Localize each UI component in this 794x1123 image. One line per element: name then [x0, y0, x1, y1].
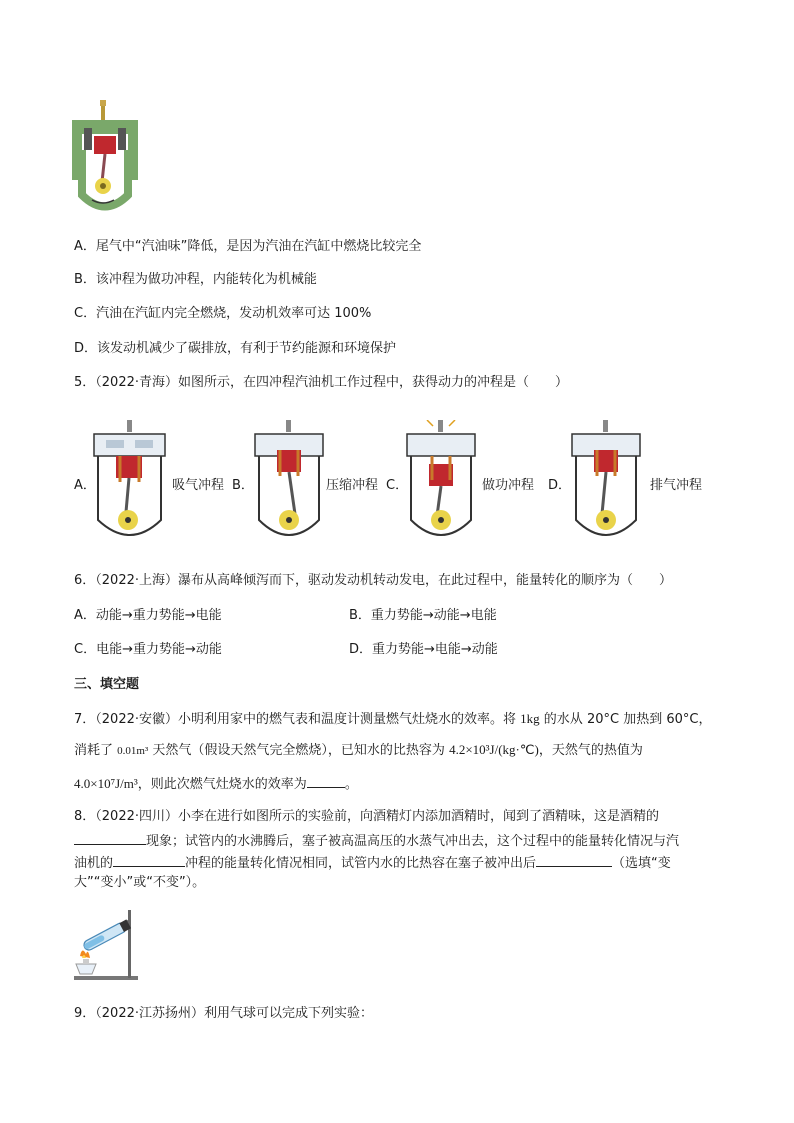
q8-line-1: 8．（2022·四川）小李在进行如图所示的实验前，向酒精灯内添加酒精时，闻到了酒精味，这是酒精的	[74, 809, 659, 824]
q8-text-3c: （选填“变	[612, 856, 671, 871]
q6-option-c: C．电能→重力势能→动能	[74, 642, 222, 657]
engine-intake-figure	[92, 420, 167, 548]
q5-option-c-label: 做功冲程	[482, 478, 535, 493]
q7-mass: 1kg	[520, 711, 540, 726]
q9-stem: 9．（2022·江苏扬州）利用气球可以完成下列实验：	[74, 1006, 373, 1021]
test-tube-apparatus-figure	[70, 906, 142, 982]
q7-end: 。	[344, 777, 358, 792]
q7-volume: 0.01m³	[117, 745, 149, 757]
q8-text-2: 现象；试管内的水沸腾后，塞子被高温高压的水蒸气冲出去，这个过程中的能量转化情况与汽	[146, 834, 680, 849]
q8-blank-3[interactable]	[536, 852, 612, 867]
q4-option-a: A．尾气中“汽油味”降低，是因为汽油在汽缸中燃烧比较完全	[74, 239, 422, 254]
section-title-fill-in: 三、填空题	[74, 677, 140, 692]
q7-text-2c: ，天然气的热值为	[538, 743, 643, 758]
q7-c: 4.2×10³J/(kg·℃)	[449, 742, 539, 757]
engine-exhaust-figure	[570, 420, 642, 548]
q6-option-a: A．动能→重力势能→电能	[74, 608, 222, 623]
q8-line-3	[74, 852, 671, 873]
q7-text-2b: 天然气（假设天然气完全燃烧），已知水的比热容为	[152, 743, 445, 758]
q8-text-3a: 油机的	[74, 856, 114, 871]
q8-blank-1[interactable]	[74, 830, 146, 845]
engine-compression-figure	[253, 420, 325, 548]
q4-option-c: C．汽油在汽缸内完全燃烧，发动机效率可达 100%	[74, 306, 372, 321]
engine-figure-q4	[70, 100, 140, 215]
q7-line-3	[74, 773, 358, 794]
q5-option-b-letter: B．	[232, 478, 254, 493]
q5-option-d-letter: D．	[548, 478, 572, 493]
q5-option-b-label: 压缩冲程	[326, 478, 379, 493]
q4-option-b: B．该冲程为做功冲程，内能转化为机械能	[74, 272, 317, 287]
q8-line-4: 大”“变小”或“不变”）。	[74, 875, 206, 890]
q8-blank-2[interactable]	[113, 852, 185, 867]
q5-option-a-letter: A．	[74, 478, 96, 493]
q7-text-1d: ，	[698, 712, 712, 727]
q7-text-3: ，则此次燃气灶烧水的效率为	[137, 777, 307, 792]
q7-text-2a: 消耗了	[74, 743, 114, 758]
q7-text-1a: 7．（2022·安徽）小明利用家中的燃气表和温度计测量燃气灶烧水的效率。将	[74, 712, 516, 727]
q7-line-1	[74, 710, 712, 729]
q6-option-b: B．重力势能→动能→电能	[349, 608, 497, 623]
q7-t1: 20°C	[586, 712, 620, 727]
q6-option-d: D．重力势能→电能→动能	[349, 642, 498, 657]
q7-t2: 60°C	[666, 712, 699, 727]
q4-option-d: D．该发动机减少了碳排放，有利于节约能源和环境保护	[74, 341, 397, 356]
q7-text-1c: 加热到	[623, 712, 663, 727]
q6-stem: 6．（2022·上海）瀑布从高峰倾泻而下，驱动发动机转动发电，在此过程中，能量转化的顺序为（ ）	[74, 573, 672, 588]
q5-stem: 5．（2022·青海）如图所示，在四冲程汽油机工作过程中，获得动力的冲程是（ ）	[74, 375, 568, 390]
q5-option-c-letter: C．	[386, 478, 409, 493]
engine-power-figure	[405, 420, 477, 548]
q5-option-a-label: 吸气冲程	[172, 478, 225, 493]
q7-line-2	[74, 741, 643, 760]
q8-line-2	[74, 830, 679, 851]
q8-text-3b: 冲程的能量转化情况相同，试管内水的比热容在塞子被冲出后	[185, 856, 537, 871]
q7-q: 4.0×10⁷J/m³	[74, 776, 138, 791]
q7-text-1b: 的水从	[543, 712, 583, 727]
q7-answer-blank[interactable]	[307, 773, 345, 788]
q5-option-d-label: 排气冲程	[650, 478, 703, 493]
